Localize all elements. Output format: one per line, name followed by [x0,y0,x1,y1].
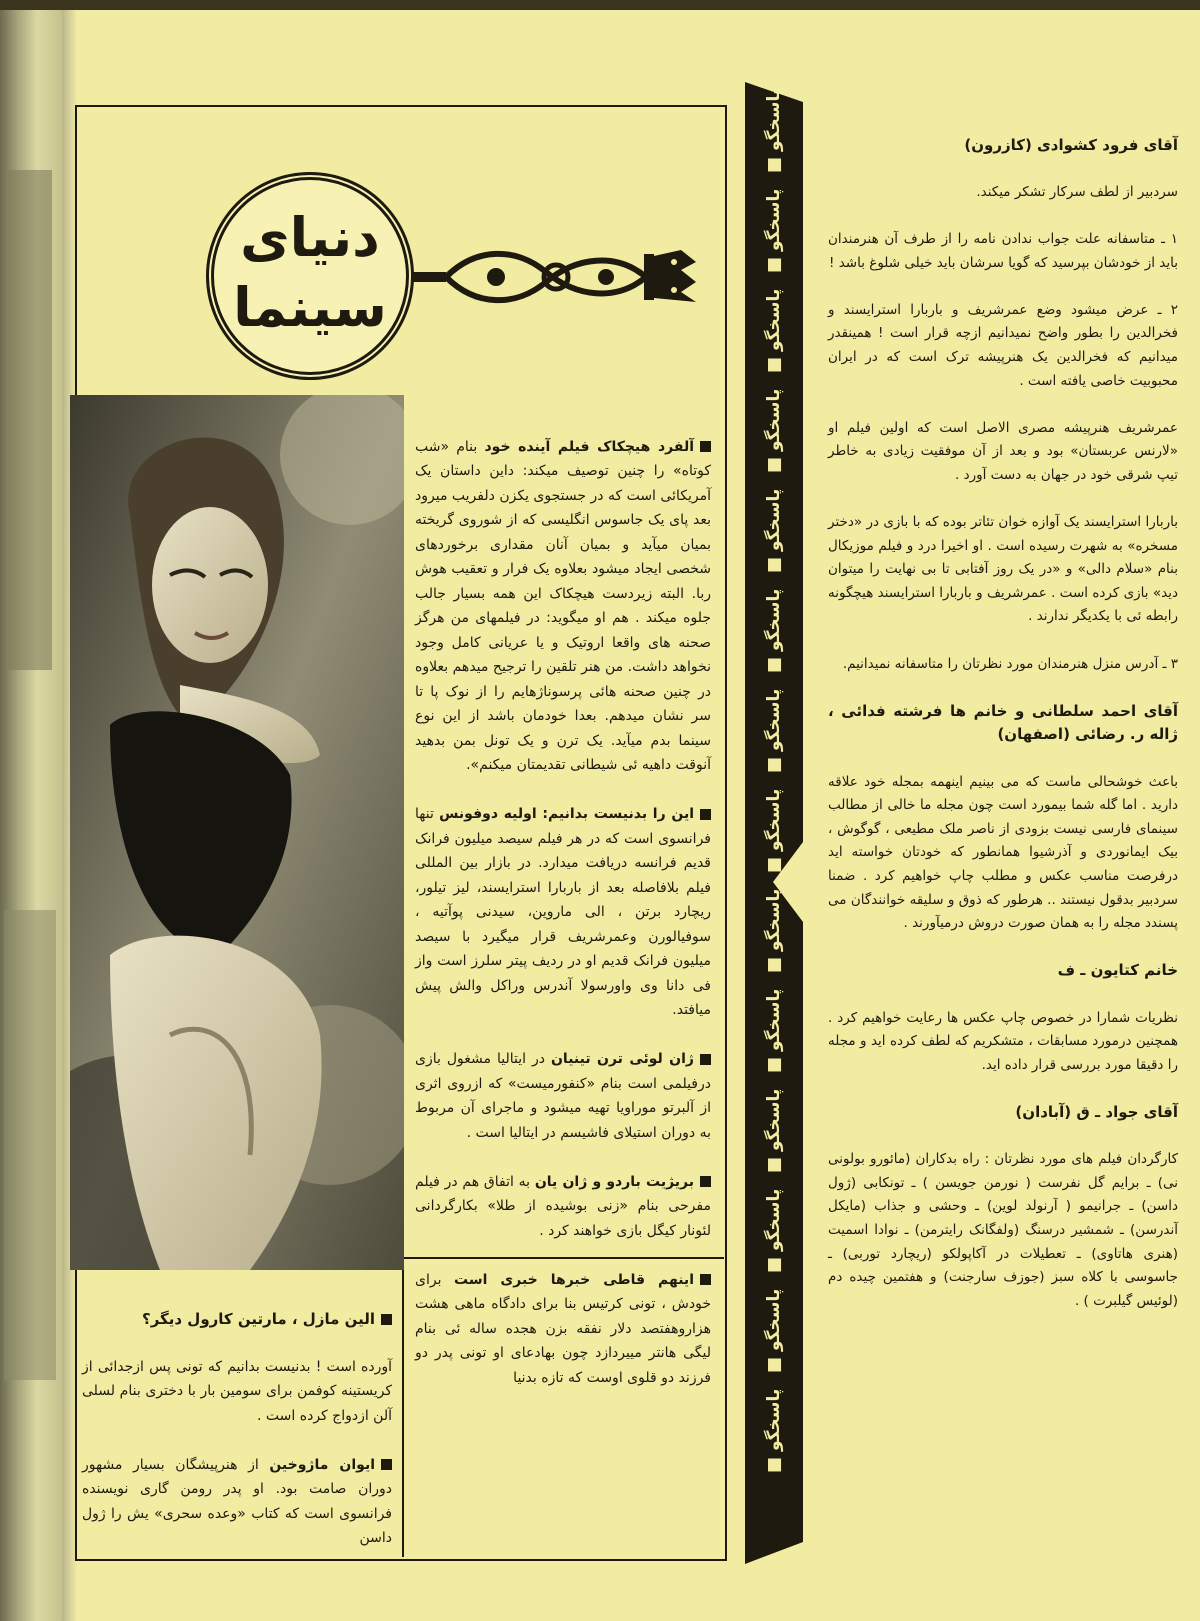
banner-label: ■ پاسخگو [764,1188,784,1273]
news-item: آلفرد هیچکاک فیلم آینده خود بنام «شب کوتاه» را چنین توصیف میکند: داین داستان یک آمریکائی است که در جستجوی یکزن دلفریب میرود بعد پای یک جاسوس انگلیسی که از شوروی گریخته بمیان میآید و بمیان آنان مقداری برخوردهای شخصی ایجاد میشود بعلاوه یک فرار و تعقیب هوش ربا. البته زیردست هیچکاک این همه بسیار جالب جلوه میکند . هم او میگوید: در فیلمهای من هرگز صحنه های واقعا اروتیک و یا عریانی کامل وجود نخواهد داشت. من هنر تلقین را ترجیح میدهم بعلاوه در چنین صحنه هائی پرسوناژهایم را از نوک پا تا سر نشان میدهم. بعدا خودمان باشد از این نوع سینما بدم میآید. یک ترن و یک تونل بمن بدهید آنوقت داهیه ئی شیطانی تقدیمتان میکنم». [415,438,711,773]
photo-caption [82,1283,392,1331]
qa-heading: خانم کتایون ـ ف [1057,961,1178,980]
page-top-edge [0,0,1200,10]
news-column-left [82,1330,392,1575]
news-item: بریژیت باردو و ژان یان به اتفاق هم در فیلم مفرحی بنام «زنی بوشیده از طلا» بکارگردانی لئونار کیگل بازی خواهند کرد . [415,1173,711,1239]
logo-title-line2: سینما [233,276,387,339]
news-item: این را بدنیست بدانیم: اولیه دوفونس تنها فرانسوی است که در هر فیلم سیصد میلیون فرانک قدیم فرانسه دریافت میدارد. در بازار بین المللی فیلم بلافاصله بعد از باربارا استرایسند، لیز تیلور، ریچارد برتن ، الی ماروین، سیدنی پوآتیه ، سوفیالورن وعمرشریف قرار میگیرد با سیصد میلیون فرانک قدیم او در ردیف پیتر سلرز است واز فی دانا وی واورسولا آندرس وراکل والش پیش میافتد. [415,806,711,1018]
key-handle-ornament [406,242,706,312]
answers-banner [733,82,815,1564]
banner-label: ■ پاسخگو [764,1388,784,1473]
qa-heading: آقای جواد ـ ق (آبادان) [1015,1102,1178,1121]
previous-page-shade [4,910,56,1380]
banner-label: ■ پاسخگو [764,488,784,573]
actress-photo [70,395,404,1270]
banner-label: ■ پاسخگو [764,888,784,973]
banner-label: ■ پاسخگو [764,188,784,273]
previous-page-shade [8,170,52,670]
qa-paragraph: ۳ ـ آدرس منزل هنرمندان مورد نظرتان را متاسفانه نمیدانیم. [842,655,1178,672]
qa-paragraph: ۱ ـ متاسفانه علت جواب ندادن نامه را از طرف آن هنرمندان باید از خودشان بپرسید که گویا سرشان باید خیلی شلوغ باشد ! [828,230,1178,271]
qa-heading: آقای فرود کشوادی (کازرون) [964,135,1178,154]
news-item: ژان لوئی ترن تینیان در ایتالیا مشغول بازی درفیلمی است بنام «کنفورمیست» که ازروی اثری از آلبرتو موراویا تهیه میشود و ماجرای آن مربوط به دوران استیلای فاشیسم در ایتالیا است . [415,1051,711,1141]
qa-paragraph: نظریات شمارا در خصوص چاپ عکس ها رعایت خواهیم کرد . همچنین درمورد مسابقات ، متشکریم که لطف کرده اید و مجله را دقیقا مورد بررسی قرار داده اید. [828,1009,1178,1073]
bullet-square [700,1054,711,1065]
bullet-square [381,1314,392,1325]
banner-label: ■ پاسخگو [764,588,784,673]
banner-label: ■ پاسخگو [764,288,784,373]
qa-paragraph: ۲ ـ عرض میشود وضع عمرشریف و باربارا استرایسند و فخرالدین را بطور واضح نمیدانیم ازچه قرار است ! همینقدر میدانیم که فخرالدین یک هنرپیشه ترک است که در ایران محبوبیت خاصی یافته است . [828,301,1178,389]
banner-label: ■ پاسخگو [764,1288,784,1373]
logo-title-line1: دنیای [240,206,380,269]
bullet-square [700,1176,711,1187]
bullet-square [381,1459,392,1470]
qa-paragraph: کارگردان فیلم های مورد نظرتان : راه بدکاران (مائورو بولونی نی) ـ برایم گل نفرست ( نورمن جویسن ) ـ تونکابی (ژول داسن) ـ جرانیمو ( آرنولد لوین) ـ وحشی و جذاب (مایکل آندرسن) ـ شمشیر درسنگ (ولفگانک رایترمن) ـ نوادا اسمیت (هنری هاتاوی) ـ تعطیلات در آکاپولکو (ریچارد توربی) ـ جاسوسی با کلاه سبز (جوزف سارجنت) و هفتمین چیده دم (لوئیس گیلبرت ) . [828,1151,1178,1309]
qa-paragraph: سردبیر از لطف سرکار تشکر میکند. [976,183,1178,200]
banner-label: ■ پاسخگو [764,388,784,473]
news-item: اینهم قاطی خبرها خبری است برای خودش ، تونی کرتیس بنا برای دادگاه ماهی هشت هزاروهفتصد دلار نفقه بزن هجده ساله ئی بنام لیگی هانتر مییردازد چون بهادعای او تونی پدر دو فرزند دو قلوی اوست که تازه بدنیا [415,1271,711,1386]
bullet-square [700,441,711,452]
news-item: ایوان ماژوخین از هنرپیشگان بسیار مشهور دوران صامت بود. او پدر رومن گاری نویسنده فرانسوی است که کتاب «وعده سحری» یش را ژول داسن [82,1456,392,1546]
qa-paragraph: باعث خوشحالی ماست که می بینیم اینهمه بمجله خود علاقه دارید . اما گله شما بیمورد است چون مجله ما خالی از مطالب سینمای فارسی نیست بزودی از ناصر ملک مطیعی ، گوگوش ، بیک ایمانوردی و آذرشیوا همانطور که خودتان خواسته اید درفرصت مناسب عکس و مطلب چاپ خواهیم کرد . ضمنا سردبیر بدقول نیستند .. هرطور که ذوق و سلیقه خوانندگان می پسندد مجله را به همان صورت دروش درمیآورند . [828,773,1178,932]
qa-paragraph: عمرشریف هنرپیشه مصری الاصل است که اولین فیلم او «لارنس عربستان» بود و بعد از آن موفقیت زیادی به خاطر تیپ شرقی خود در جهان به دست آورد . [828,419,1178,483]
news-item-continued: آورده است ! بدنیست بدانیم که تونی پس ازجدائی از کریستینه کوفمن برای سومین بار با دختری بنام لسلی آلن ازدواج کرده است . [82,1358,392,1424]
qa-paragraph: باربارا استرایسند یک آوازه خوان تئاتر بوده که با بازی در «دختر مسخره» به شهرت رسیده است . او اخیرا درد و فیلم موزیکال بنام «سلام دالی» و «در یک روز آفتابی تا بی نهایت را میتوان دید» بازی کرده است . عمرشریف و باربارا استرایسند هیچگونه رابطه ئی با یکدیگر ندارند . [828,514,1178,625]
caption-text: الین مازل ، مارتین کارول دیگر؟ [142,1310,375,1328]
masthead-logo [206,172,706,382]
banner-label: ■ پاسخگو [764,88,784,173]
news-column-center [415,410,711,1415]
banner-label: ■ پاسخگو [764,988,784,1073]
actress-photo-illustration [70,395,404,1270]
previous-page-edge [0,10,62,1621]
bullet-square [700,1274,711,1285]
banner-label: ■ پاسخگو [764,1088,784,1173]
banner-label: ■ پاسخگو [764,688,784,773]
qa-heading: آقای احمد سلطانی و خانم ها فرشته فدائی ، ژاله ر. رضائی (اصفهان) [828,701,1178,744]
banner-label: ■ پاسخگو [764,788,784,873]
bullet-square [700,809,711,820]
qa-column [828,110,1178,1337]
